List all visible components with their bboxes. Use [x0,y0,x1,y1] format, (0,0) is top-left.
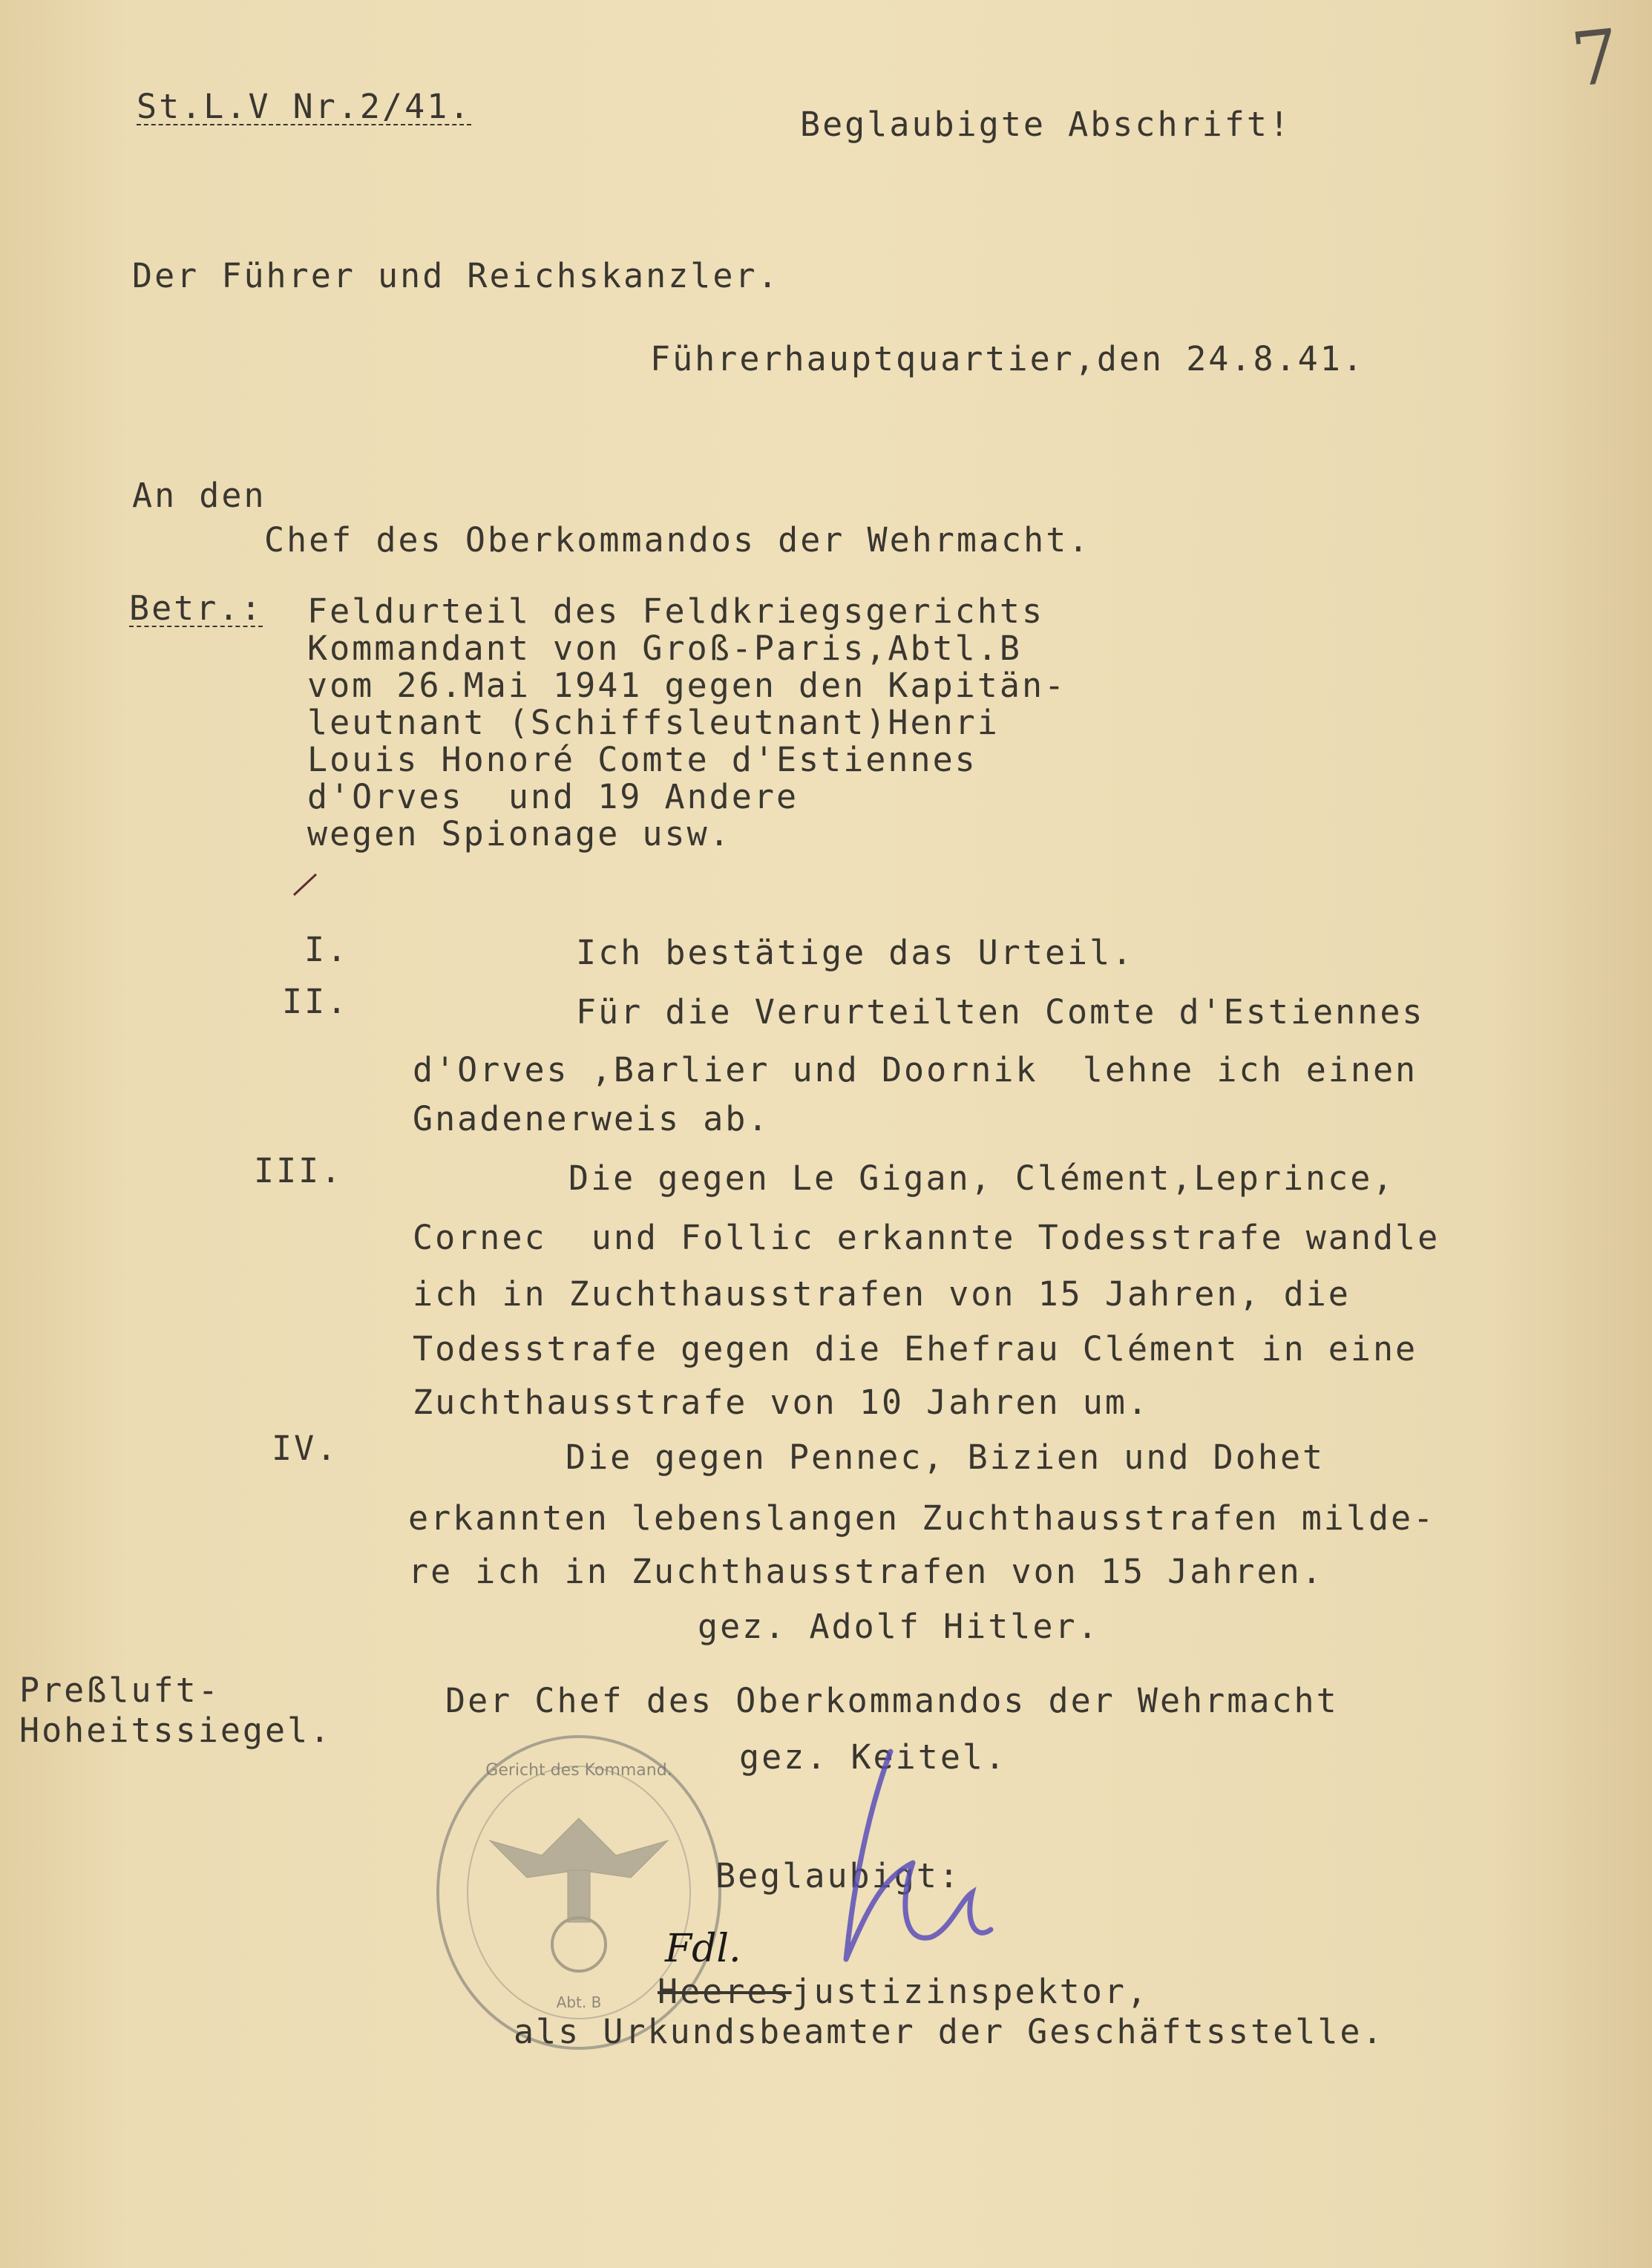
corner-page-mark: 7 [1567,12,1624,105]
place-date: Führerhauptquartier,den 24.8.41. [650,339,1365,378]
section-text-line: ich in Zuchthausstrafen von 15 Jahren, die [413,1274,1351,1314]
subject-line: vom 26.Mai 1941 gegen den Kapitän- [307,666,1067,705]
section-number: I. [304,930,350,969]
section-text-line: Zuchthausstrafe von 10 Jahren um. [413,1383,1150,1422]
clerk-title: als Urkundsbeamter der Geschäftsstelle. [514,2012,1385,2051]
seal-note-line-2: Hoheitssiegel. [19,1711,332,1750]
section-text-line: Die gegen Le Gigan, Clément,Leprince, [568,1158,1395,1198]
pencil-check-mark [291,870,321,899]
subject-line: Louis Honoré Comte d'Estiennes [307,740,977,779]
section-text-line: d'Orves ,Barlier und Doornik lehne ich einen [413,1050,1418,1089]
subject-line: leutnant (Schiffsleutnant)Henri [307,703,1000,742]
section-text-line: Cornec und Follic erkannte Todesstrafe wandle [413,1218,1440,1257]
handwritten-abbreviation: Fdl. [665,1927,741,1971]
section-text-line: Die gegen Pennec, Bizien und Dohet [566,1438,1325,1477]
sender: Der Führer und Reichskanzler. [132,256,780,295]
seal-note-line-1: Preßluft- [19,1671,220,1710]
certified-copy-title: Beglaubigte Abschrift! [800,105,1292,144]
section-text-line: Gnadenerweis ab. [413,1099,770,1138]
section-text-line: Todesstrafe gegen die Ehefrau Clément in eine [413,1329,1418,1369]
chief-title: Der Chef des Oberkommandos der Wehrmacht [445,1681,1339,1720]
signature-hitler: gez. Adolf Hitler. [698,1607,1100,1646]
addressee-line-2: Chef des Oberkommandos der Wehrmacht. [264,520,1091,560]
section-number: III. [254,1151,344,1190]
certified-label: Beglaubigt: [715,1856,962,1895]
handwritten-signature [802,1737,1009,1982]
subject-line: Kommandant von Groß-Paris,Abtl.B [307,629,1022,668]
section-number: IV. [272,1429,339,1468]
signature-keitel: gez. Keitel. [739,1737,1008,1777]
struck-word: Heeres [658,1972,792,2011]
section-text-line: re ich in Zuchthausstrafen von 15 Jahren. [408,1552,1324,1591]
section-number: II. [282,982,350,1021]
subject-line: d'Orves und 19 Andere [307,777,799,816]
inspector-title [658,1971,1149,2013]
subject-label: Betr.: [129,589,263,628]
section-text-line: Für die Verurteilten Comte d'Estiennes [576,992,1425,1032]
seal-lower-text: Abt. B [556,1993,602,2011]
section-text-line: Ich bestätige das Urteil. [576,933,1135,972]
subject-line: Feldurteil des Feldkriegsgerichts [307,591,1045,631]
subject-line: wegen Spionage usw. [307,814,732,853]
addressee-line-1: An den [132,476,266,515]
section-text-line: erkannten lebenslangen Zuchthausstrafen milde- [408,1498,1436,1538]
reference-number: St.L.V Nr.2/41. [137,87,472,126]
seal-outer-text: Gericht des Kommand. [485,1761,672,1780]
inspector-word: justizinspektor, [791,1972,1150,2011]
